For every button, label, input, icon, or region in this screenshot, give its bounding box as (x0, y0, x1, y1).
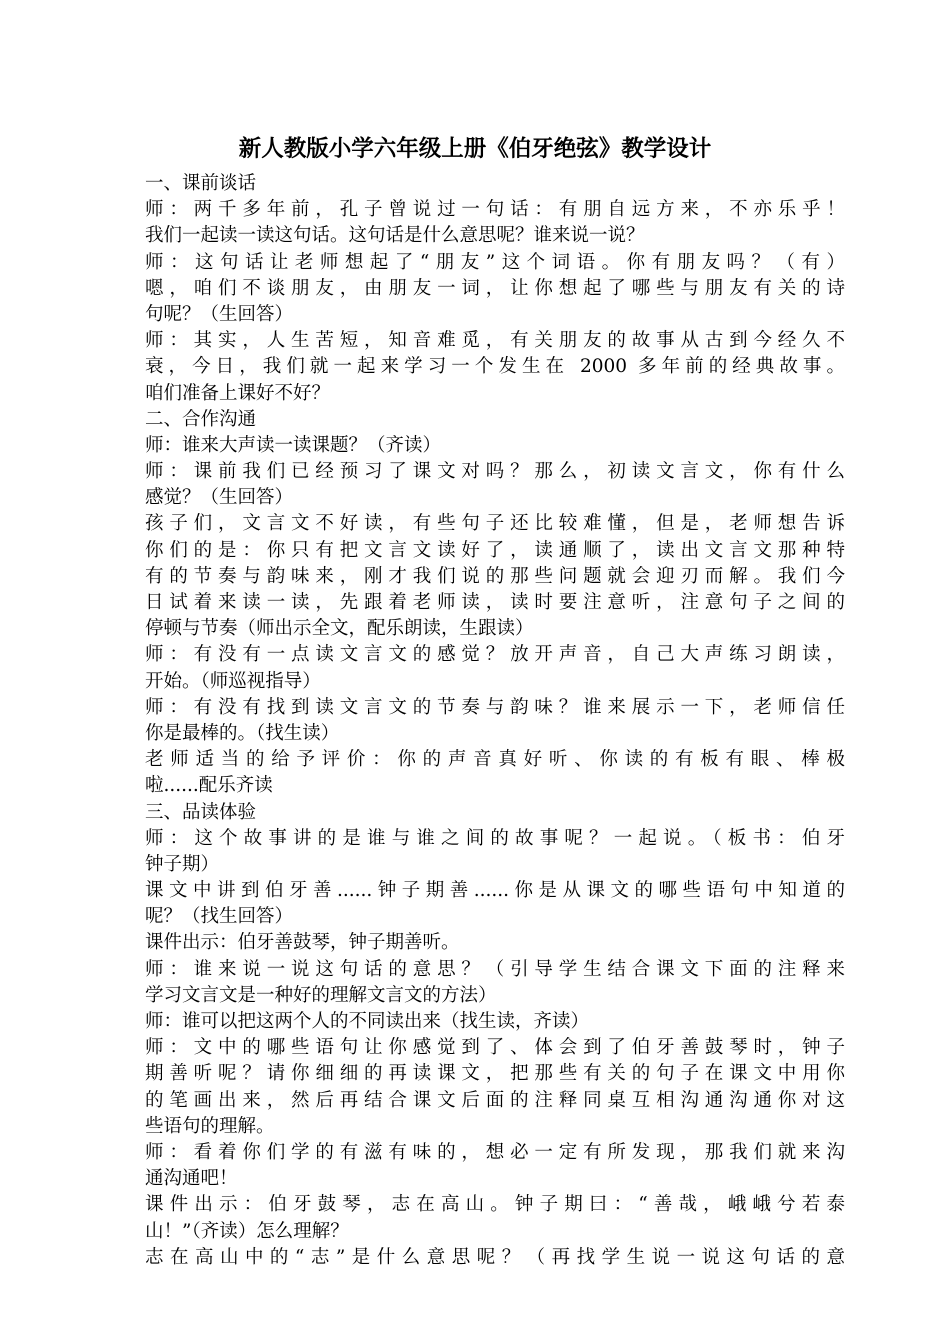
paragraph-line: 师：课前我们已经预习了课文对吗？那么，初读文言文，你有什么 (145, 461, 845, 483)
paragraph-line: 师：谁来说一说这句话的意思？（引导学生结合课文下面的注释来 (145, 958, 845, 980)
paragraph-line: 师：有没有一点读文言文的感觉？放开声音，自己大声练习朗读， (145, 644, 845, 666)
paragraph-line: 嗯，咱们不谈朋友，由朋友一词，让你想起了哪些与朋友有关的诗 (145, 277, 845, 299)
paragraph-line: 师：有没有找到读文言文的节奏与韵味？谁来展示一下，老师信任 (145, 696, 845, 718)
document-body (145, 171, 845, 1271)
paragraph-line: 课件出示：伯牙善鼓琴，钟子期善听。 (145, 932, 460, 954)
paragraph-line: 一、课前谈话 (145, 173, 257, 194)
paragraph-line: 你们的是：你只有把文言文读好了，读通顺了，读出文言文那种特 (145, 539, 845, 561)
paragraph-line: 师：看着你们学的有滋有味的，想必一定有所发现，那我们就来沟 (145, 1141, 845, 1163)
paragraph-line: 的笔画出来，然后再结合课文后面的注释同桌互相沟通沟通你对这 (145, 1089, 845, 1111)
paragraph-line: 二、合作沟通 (145, 408, 257, 430)
paragraph-line: 期善听呢？请你细细的再读课文，把那些有关的句子在课文中用你 (145, 1063, 845, 1085)
paragraph-line: 志在高山中的“志”是什么意思呢？（再找学生说一说这句话的意 (145, 1246, 845, 1268)
paragraph-line: 通沟通吧！ (145, 1168, 238, 1190)
paragraph-line: 老师适当的给予评价：你的声音真好听、你读的有板有眼、棒极 (145, 749, 845, 771)
paragraph-line: 些语句的理解。 (145, 1115, 275, 1137)
paragraph-line: 衰，今日，我们就一起来学习一个发生在 2000 多年前的经典故事。 (145, 356, 845, 378)
paragraph-line: 钟子期） (145, 853, 220, 875)
paragraph-line: 咱们准备上课好不好？ (145, 382, 331, 404)
paragraph-line: 师：这个故事讲的是谁与谁之间的故事呢？一起说。（板书：伯牙 (145, 827, 845, 849)
paragraph-line: 有的节奏与韵味来，刚才我们说的那些问题就会迎刃而解。我们今 (145, 565, 845, 587)
paragraph-line: 句呢？（生回答） (145, 303, 294, 325)
paragraph-line: 呢？（找生回答） (145, 906, 294, 928)
paragraph-line: 师：这句话让老师想起了“朋友”这个词语。你有朋友吗？（有） (145, 251, 845, 273)
paragraph-line: 啦......配乐齐读 (145, 775, 273, 797)
paragraph-line: 师：其实，人生苦短，知音难觅，有关朋友的故事从古到今经久不 (145, 330, 845, 352)
paragraph-line: 感觉？（生回答） (145, 487, 294, 509)
paragraph-line: 师：谁来大声读一读课题？（齐读） (145, 434, 442, 456)
paragraph-line: 停顿与节奏（师出示全文，配乐朗读，生跟读） (145, 618, 534, 640)
paragraph-line: 师：两千多年前，孔子曾说过一句话：有朋自远方来，不亦乐乎！ (145, 199, 845, 221)
paragraph-line: 我们一起读一读这句话。这句话是什么意思呢？谁来说一说？ (145, 225, 645, 247)
document-title: 新人教版小学六年级上册《伯牙绝弦》教学设计 (238, 136, 712, 162)
paragraph-line: 山！”（齐读）怎么理解？ (145, 1220, 349, 1242)
paragraph-line: 孩子们，文言文不好读，有些句子还比较难懂，但是，老师想告诉 (145, 513, 845, 535)
paragraph-line: 学习文言文是一种好的理解文言文的方法） (145, 984, 497, 1006)
paragraph-line: 三、品读体验 (145, 801, 257, 823)
paragraph-line: 开始。（师巡视指导） (145, 670, 321, 692)
paragraph-line: 课件出示：伯牙鼓琴，志在高山。钟子期曰：“善哉，峨峨兮若泰 (145, 1194, 845, 1216)
paragraph-line: 师：谁可以把这两个人的不同读出来（找生读，齐读） (145, 1011, 590, 1032)
paragraph-line: 师：文中的哪些语句让你感觉到了、体会到了伯牙善鼓琴时，钟子 (145, 1037, 845, 1059)
paragraph-line: 你是最棒的。（找生读） (145, 722, 340, 744)
paragraph-line: 日试着来读一读，先跟着老师读，读时要注意听，注意句子之间的 (145, 592, 845, 613)
paragraph-line: 课文中讲到伯牙善......钟子期善......你是从课文的哪些语句中知道的 (145, 880, 845, 902)
